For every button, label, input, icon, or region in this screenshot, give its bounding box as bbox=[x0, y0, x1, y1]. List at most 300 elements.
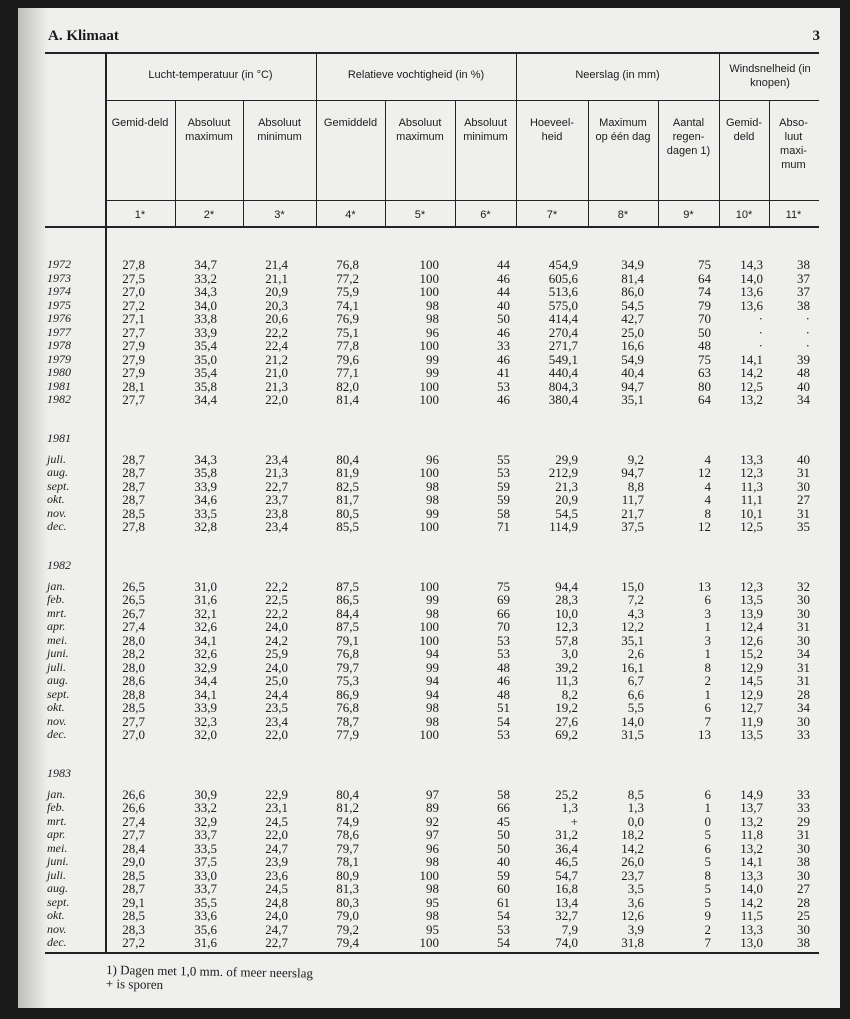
cell-col-2: 33,7 bbox=[194, 881, 217, 896]
table-row bbox=[45, 480, 819, 494]
footnotes bbox=[106, 963, 313, 995]
cell-col-4: 79,7 bbox=[336, 659, 359, 675]
cell-col-1: 27,4 bbox=[122, 619, 145, 634]
cell-col-4: 74,9 bbox=[336, 813, 359, 829]
cell-col-11: 37 bbox=[797, 270, 810, 286]
cell-col-10: 14,9 bbox=[740, 786, 763, 802]
cell-col-8: 11,7 bbox=[621, 492, 644, 507]
row-label: nov. bbox=[47, 921, 67, 936]
row-label: 1974 bbox=[47, 284, 71, 298]
cell-col-2: 35,8 bbox=[194, 378, 217, 394]
cell-col-1: 27,1 bbox=[122, 311, 145, 326]
column-number: 5* bbox=[414, 209, 426, 221]
cell-col-3: 24,0 bbox=[265, 908, 288, 923]
rule-bottom bbox=[45, 952, 819, 954]
cell-col-11: 31 bbox=[797, 505, 810, 521]
cell-col-3: 21,1 bbox=[265, 270, 288, 286]
cell-col-10: 12,3 bbox=[740, 578, 763, 594]
cell-col-4: 80,9 bbox=[336, 867, 359, 883]
cell-col-10: 14,2 bbox=[740, 894, 763, 910]
section-year-label: 1981 bbox=[47, 430, 71, 445]
group-air-temperature: Lucht-temperatuur (in °C) bbox=[148, 69, 273, 81]
cell-col-10: 13,5 bbox=[740, 592, 763, 607]
cell-col-1: 28,1 bbox=[122, 378, 145, 394]
cell-col-8: 81,4 bbox=[621, 270, 644, 286]
cell-col-6: 44 bbox=[497, 284, 510, 299]
cell-col-10: 13,3 bbox=[740, 867, 763, 883]
cell-col-6: 40 bbox=[497, 854, 510, 869]
cell-col-3: 21,4 bbox=[265, 257, 288, 272]
row-label: 1981 bbox=[47, 378, 71, 393]
cell-col-6: 61 bbox=[497, 894, 510, 910]
cell-col-6: 48 bbox=[497, 659, 510, 675]
cell-col-2: 32,9 bbox=[194, 813, 217, 829]
cell-col-7: 69,2 bbox=[555, 727, 578, 742]
column-number: 7* bbox=[546, 209, 558, 221]
cell-col-1: 29,1 bbox=[122, 894, 145, 910]
cell-col-6: 70 bbox=[497, 619, 510, 634]
cell-col-1: 29,0 bbox=[122, 854, 145, 869]
cell-col-6: 44 bbox=[497, 257, 510, 272]
cell-col-11: 27 bbox=[797, 881, 810, 896]
cell-col-3: 20,6 bbox=[265, 311, 288, 326]
cell-col-5: 94 bbox=[426, 646, 439, 661]
row-label: juni. bbox=[47, 854, 69, 868]
cell-col-11: 31 bbox=[797, 659, 810, 675]
column-number: 2* bbox=[203, 209, 215, 221]
cell-col-8: 40,4 bbox=[621, 365, 644, 380]
cell-col-2: 32,3 bbox=[194, 713, 217, 729]
cell-col-11: 30 bbox=[797, 921, 810, 937]
cell-col-8: 42,7 bbox=[621, 311, 644, 326]
cell-col-10: 13,2 bbox=[740, 813, 763, 829]
column-header: Maximum op één dag bbox=[595, 117, 651, 143]
row-label: 1978 bbox=[47, 338, 71, 352]
cell-col-10: 13,0 bbox=[740, 935, 763, 950]
table-row bbox=[45, 936, 819, 950]
cell-col-10: 12,5 bbox=[740, 519, 763, 534]
cell-col-7: 36,4 bbox=[555, 840, 578, 856]
cell-col-11: 30 bbox=[797, 840, 810, 856]
cell-col-5: 94 bbox=[426, 673, 439, 688]
cell-col-8: 23,7 bbox=[621, 867, 644, 883]
cell-col-5: 98 bbox=[426, 311, 439, 326]
cell-col-11: 39 bbox=[797, 351, 810, 367]
cell-col-7: 31,2 bbox=[555, 827, 578, 842]
cell-col-1: 27,4 bbox=[122, 813, 145, 829]
cell-col-1: 27,7 bbox=[122, 713, 145, 729]
row-label: okt. bbox=[47, 700, 65, 714]
cell-col-8: 94,7 bbox=[621, 378, 644, 394]
footnote-traces: + is sporen bbox=[105, 976, 164, 992]
cell-col-8: 25,0 bbox=[621, 324, 644, 340]
table-row bbox=[45, 272, 819, 286]
cell-col-4: 79,6 bbox=[336, 351, 359, 367]
cell-col-8: 4,3 bbox=[627, 605, 644, 621]
cell-col-11: 27 bbox=[797, 492, 810, 507]
cell-col-4: 86,9 bbox=[336, 686, 359, 702]
cell-col-2: 34,7 bbox=[194, 257, 217, 272]
cell-col-3: 25,0 bbox=[265, 673, 288, 688]
column-header: Absoluut maximum bbox=[185, 117, 233, 143]
cell-col-1: 26,5 bbox=[122, 592, 145, 607]
cell-col-4: 81,7 bbox=[336, 492, 359, 507]
cell-col-10: 14,3 bbox=[740, 257, 763, 272]
cell-col-2: 32,8 bbox=[194, 519, 217, 534]
cell-col-3: 20,3 bbox=[265, 297, 288, 313]
cell-col-10: 14,1 bbox=[740, 351, 763, 367]
cell-col-4: 76,9 bbox=[336, 311, 359, 326]
cell-col-9: 1 bbox=[704, 800, 711, 815]
cell-col-5: 100 bbox=[419, 378, 439, 394]
cell-col-11: 32 bbox=[797, 578, 810, 594]
cell-col-4: 77,8 bbox=[336, 338, 359, 353]
cell-col-9: 8 bbox=[704, 659, 711, 675]
cell-col-4: 87,5 bbox=[336, 619, 359, 634]
table-row bbox=[45, 580, 819, 594]
cell-col-5: 100 bbox=[419, 338, 439, 353]
cell-col-11: 34 bbox=[797, 646, 810, 661]
cell-col-10: · bbox=[758, 311, 763, 326]
cell-col-5: 98 bbox=[426, 854, 439, 869]
cell-col-8: 2,6 bbox=[627, 646, 644, 661]
cell-col-5: 100 bbox=[419, 270, 439, 286]
section-year-label: 1982 bbox=[47, 557, 71, 572]
table-row bbox=[45, 882, 819, 896]
cell-col-7: 39,2 bbox=[555, 659, 578, 675]
cell-col-2: 32,6 bbox=[194, 619, 217, 634]
cell-col-9: 1 bbox=[704, 686, 711, 702]
cell-col-11: 38 bbox=[797, 854, 810, 869]
cell-col-4: 79,2 bbox=[336, 921, 359, 937]
row-label: mei. bbox=[47, 632, 68, 647]
cell-col-1: 28,0 bbox=[122, 659, 145, 675]
cell-col-7: 54,5 bbox=[555, 505, 578, 521]
cell-col-5: 96 bbox=[426, 451, 439, 467]
row-label: apr. bbox=[47, 619, 66, 633]
table-body bbox=[45, 258, 819, 950]
row-label: feb. bbox=[47, 800, 65, 814]
table-row bbox=[45, 701, 819, 715]
section-year-label: 1983 bbox=[47, 765, 71, 780]
cell-col-9: 63 bbox=[698, 365, 711, 380]
cell-col-2: 35,4 bbox=[194, 338, 217, 353]
cell-col-11: 48 bbox=[797, 365, 810, 380]
cell-col-4: 74,1 bbox=[336, 297, 359, 313]
cell-col-8: 12,2 bbox=[621, 619, 644, 634]
cell-col-8: 14,2 bbox=[621, 840, 644, 856]
cell-col-8: 35,1 bbox=[621, 632, 644, 648]
cell-col-11: · bbox=[805, 338, 810, 353]
cell-col-3: 22,0 bbox=[265, 827, 288, 842]
cell-col-5: 100 bbox=[419, 284, 439, 299]
cell-col-5: 98 bbox=[426, 713, 439, 729]
cell-col-3: 22,9 bbox=[265, 786, 288, 802]
cell-col-9: 13 bbox=[698, 727, 711, 742]
cell-col-11: 38 bbox=[797, 297, 810, 313]
cell-col-7: 16,8 bbox=[555, 881, 578, 896]
table-row bbox=[45, 728, 819, 742]
cell-col-4: 82,5 bbox=[336, 478, 359, 494]
cell-col-2: 31,6 bbox=[194, 592, 217, 607]
cell-col-9: 80 bbox=[698, 378, 711, 394]
cell-col-9: 6 bbox=[704, 700, 711, 715]
cell-col-1: 26,7 bbox=[122, 605, 145, 621]
cell-col-2: 33,6 bbox=[194, 908, 217, 923]
cell-col-4: 79,1 bbox=[336, 632, 359, 648]
cell-col-9: 6 bbox=[704, 840, 711, 856]
cell-col-1: 27,7 bbox=[122, 392, 145, 407]
cell-col-9: 5 bbox=[704, 827, 711, 842]
cell-col-6: 53 bbox=[497, 632, 510, 648]
cell-col-6: 53 bbox=[497, 465, 510, 480]
cell-col-9: 6 bbox=[704, 786, 711, 802]
cell-col-9: 5 bbox=[704, 894, 711, 910]
cell-col-6: 59 bbox=[497, 867, 510, 883]
cell-col-9: 48 bbox=[698, 338, 711, 353]
cell-col-10: 12,7 bbox=[740, 700, 763, 715]
cell-col-5: 96 bbox=[426, 324, 439, 340]
section-gap bbox=[45, 407, 819, 429]
cell-col-5: 99 bbox=[426, 659, 439, 675]
cell-col-4: 81,2 bbox=[336, 800, 359, 815]
column-header: Absoluut minimum bbox=[257, 117, 302, 143]
cell-col-7: 440,4 bbox=[548, 365, 578, 380]
cell-col-9: 7 bbox=[704, 713, 711, 729]
cell-col-1: 27,9 bbox=[122, 365, 145, 380]
cell-col-9: 4 bbox=[704, 451, 711, 467]
cell-col-2: 35,6 bbox=[194, 921, 217, 937]
cell-col-6: 66 bbox=[497, 800, 510, 815]
cell-col-6: 53 bbox=[497, 921, 510, 937]
row-label: jan. bbox=[47, 578, 66, 593]
cell-col-11: 29 bbox=[797, 813, 810, 829]
cell-col-8: 94,7 bbox=[621, 465, 644, 480]
cell-col-7: 605,6 bbox=[548, 270, 578, 286]
cell-col-10: 11,8 bbox=[740, 827, 763, 842]
cell-col-8: 12,6 bbox=[621, 908, 644, 923]
cell-col-8: 15,0 bbox=[621, 578, 644, 594]
table-row bbox=[45, 674, 819, 688]
cell-col-8: 6,7 bbox=[627, 673, 644, 688]
row-label: dec. bbox=[47, 519, 67, 533]
cell-col-3: 22,2 bbox=[265, 324, 288, 340]
cell-col-8: 8,8 bbox=[627, 478, 644, 494]
cell-col-2: 34,4 bbox=[194, 673, 217, 688]
cell-col-3: 22,4 bbox=[265, 338, 288, 353]
group-precipitation: Neerslag (in mm) bbox=[575, 69, 660, 81]
cell-col-4: 77,1 bbox=[336, 365, 359, 380]
cell-col-2: 34,4 bbox=[194, 392, 217, 407]
row-label: dec. bbox=[47, 935, 67, 949]
cell-col-7: 114,9 bbox=[549, 519, 578, 534]
cell-col-5: 100 bbox=[419, 619, 439, 634]
cell-col-4: 78,1 bbox=[336, 854, 359, 869]
cell-col-6: 53 bbox=[497, 378, 510, 394]
cell-col-6: 51 bbox=[497, 700, 510, 715]
cell-col-8: 21,7 bbox=[621, 505, 644, 521]
row-label: feb. bbox=[47, 592, 65, 606]
row-label: sept. bbox=[47, 894, 70, 909]
section-gap bbox=[45, 742, 819, 764]
cell-col-9: 1 bbox=[704, 646, 711, 661]
cell-col-2: 30,9 bbox=[194, 786, 217, 802]
cell-col-2: 33,9 bbox=[194, 324, 217, 340]
cell-col-4: 80,5 bbox=[336, 505, 359, 521]
cell-col-5: 92 bbox=[426, 813, 439, 829]
table-row bbox=[45, 896, 819, 910]
row-label: okt. bbox=[47, 908, 65, 922]
cell-col-4: 79,7 bbox=[336, 840, 359, 856]
cell-col-5: 98 bbox=[426, 478, 439, 494]
cell-col-9: 74 bbox=[698, 284, 711, 299]
cell-col-9: 7 bbox=[704, 935, 711, 950]
cell-col-4: 87,5 bbox=[336, 578, 359, 594]
cell-col-7: 19,2 bbox=[555, 700, 578, 715]
cell-col-8: 0,0 bbox=[627, 813, 644, 829]
cell-col-6: 46 bbox=[497, 673, 510, 688]
cell-col-3: 24,7 bbox=[265, 921, 288, 937]
cell-col-10: 12,9 bbox=[740, 686, 763, 702]
cell-col-10: 14,2 bbox=[740, 365, 763, 380]
cell-col-7: 270,4 bbox=[548, 324, 578, 340]
cell-col-9: 6 bbox=[704, 592, 711, 607]
table-row bbox=[45, 493, 819, 507]
cell-col-9: 8 bbox=[704, 867, 711, 883]
cell-col-3: 20,9 bbox=[265, 284, 288, 299]
cell-col-8: 35,1 bbox=[621, 392, 644, 407]
cell-col-10: 13,6 bbox=[740, 284, 763, 299]
cell-col-9: 79 bbox=[698, 297, 711, 313]
cell-col-2: 34,1 bbox=[194, 686, 217, 702]
cell-col-7: 7,9 bbox=[561, 921, 578, 937]
cell-col-6: 71 bbox=[497, 519, 510, 534]
table-row bbox=[45, 661, 819, 675]
row-label: jan. bbox=[47, 786, 66, 801]
footnote-rain-days: 1) Dagen met 1,0 mm. of meer neerslag bbox=[106, 962, 314, 981]
cell-col-10: 14,5 bbox=[740, 673, 763, 688]
cell-col-3: 23,9 bbox=[265, 854, 288, 869]
cell-col-11: 33 bbox=[797, 786, 810, 802]
table-row bbox=[45, 620, 819, 634]
cell-col-4: 81,9 bbox=[336, 465, 359, 480]
cell-col-6: 59 bbox=[497, 478, 510, 494]
column-header: Absoluut maximum bbox=[396, 117, 444, 143]
cell-col-11: 33 bbox=[797, 800, 810, 815]
row-label: juni. bbox=[47, 646, 69, 660]
cell-col-3: 21,3 bbox=[265, 465, 288, 480]
cell-col-3: 24,8 bbox=[265, 894, 288, 910]
cell-col-1: 26,6 bbox=[122, 786, 145, 802]
cell-col-7: 414,4 bbox=[548, 311, 578, 326]
cell-col-6: 58 bbox=[497, 505, 510, 521]
cell-col-3: 23,4 bbox=[265, 713, 288, 729]
cell-col-9: 12 bbox=[698, 465, 711, 480]
cell-col-1: 27,7 bbox=[122, 827, 145, 842]
cell-col-1: 28,4 bbox=[122, 840, 145, 856]
cell-col-6: 46 bbox=[497, 270, 510, 286]
cell-col-2: 31,6 bbox=[194, 935, 217, 950]
cell-col-4: 81,3 bbox=[336, 881, 359, 896]
cell-col-3: 24,4 bbox=[265, 686, 288, 702]
cell-col-10: 13,2 bbox=[740, 840, 763, 856]
cell-col-10: 13,3 bbox=[740, 451, 763, 467]
cell-col-4: 77,2 bbox=[336, 270, 359, 286]
cell-col-7: 3,0 bbox=[561, 646, 578, 661]
table-row bbox=[45, 815, 819, 829]
cell-col-7: 12,3 bbox=[555, 619, 578, 634]
cell-col-2: 35,0 bbox=[194, 351, 217, 367]
row-label: sept. bbox=[47, 686, 70, 701]
row-label: 1977 bbox=[47, 324, 71, 339]
cell-col-8: 3,5 bbox=[627, 881, 644, 896]
cell-col-9: 4 bbox=[704, 478, 711, 494]
cell-col-6: 33 bbox=[497, 338, 510, 353]
cell-col-7: + bbox=[570, 813, 578, 829]
cell-col-3: 23,1 bbox=[265, 800, 288, 815]
cell-col-5: 98 bbox=[426, 605, 439, 621]
cell-col-11: 34 bbox=[797, 700, 810, 715]
cell-col-11: 40 bbox=[797, 451, 810, 467]
cell-col-6: 45 bbox=[497, 813, 510, 829]
row-label: dec. bbox=[47, 727, 67, 741]
cell-col-9: 70 bbox=[698, 311, 711, 326]
table-row bbox=[45, 507, 819, 521]
cell-col-7: 1,3 bbox=[561, 800, 578, 815]
cell-col-6: 75 bbox=[497, 578, 510, 594]
cell-col-7: 454,9 bbox=[548, 257, 578, 272]
cell-col-2: 33,9 bbox=[194, 700, 217, 715]
cell-col-4: 77,9 bbox=[336, 727, 359, 742]
cell-col-5: 98 bbox=[426, 492, 439, 507]
cell-col-3: 21,3 bbox=[265, 378, 288, 394]
cell-col-11: 30 bbox=[797, 592, 810, 607]
cell-col-7: 20,9 bbox=[555, 492, 578, 507]
cell-col-1: 27,7 bbox=[122, 324, 145, 340]
cell-col-2: 32,6 bbox=[194, 646, 217, 661]
table-row bbox=[45, 715, 819, 729]
climate-table bbox=[45, 52, 819, 952]
cell-col-10: 12,5 bbox=[740, 378, 763, 394]
cell-col-1: 27,2 bbox=[122, 297, 145, 313]
cell-col-3: 23,8 bbox=[265, 505, 288, 521]
column-header: Absoluut minimum bbox=[463, 117, 508, 143]
cell-col-5: 97 bbox=[426, 827, 439, 842]
cell-col-11: 30 bbox=[797, 605, 810, 621]
cell-col-10: 15,2 bbox=[740, 646, 763, 661]
cell-col-8: 54,5 bbox=[621, 297, 644, 313]
cell-col-7: 513,6 bbox=[548, 284, 578, 299]
cell-col-5: 100 bbox=[419, 578, 439, 594]
cell-col-3: 23,4 bbox=[265, 519, 288, 534]
cell-col-4: 79,4 bbox=[336, 935, 359, 950]
cell-col-3: 23,7 bbox=[265, 492, 288, 507]
column-number: 4* bbox=[345, 209, 356, 221]
cell-col-6: 46 bbox=[497, 351, 510, 367]
cell-col-4: 86,5 bbox=[336, 592, 359, 607]
cell-col-5: 100 bbox=[419, 867, 439, 883]
cell-col-1: 28,8 bbox=[122, 686, 145, 702]
cell-col-4: 78,7 bbox=[336, 713, 359, 729]
row-label: okt. bbox=[47, 492, 65, 506]
cell-col-5: 100 bbox=[419, 392, 439, 407]
cell-col-6: 55 bbox=[497, 451, 510, 467]
cell-col-6: 53 bbox=[497, 727, 510, 742]
cell-col-1: 27,8 bbox=[122, 257, 145, 272]
rule-top bbox=[45, 52, 819, 54]
column-number: 11* bbox=[785, 209, 802, 221]
cell-col-3: 24,0 bbox=[265, 659, 288, 675]
